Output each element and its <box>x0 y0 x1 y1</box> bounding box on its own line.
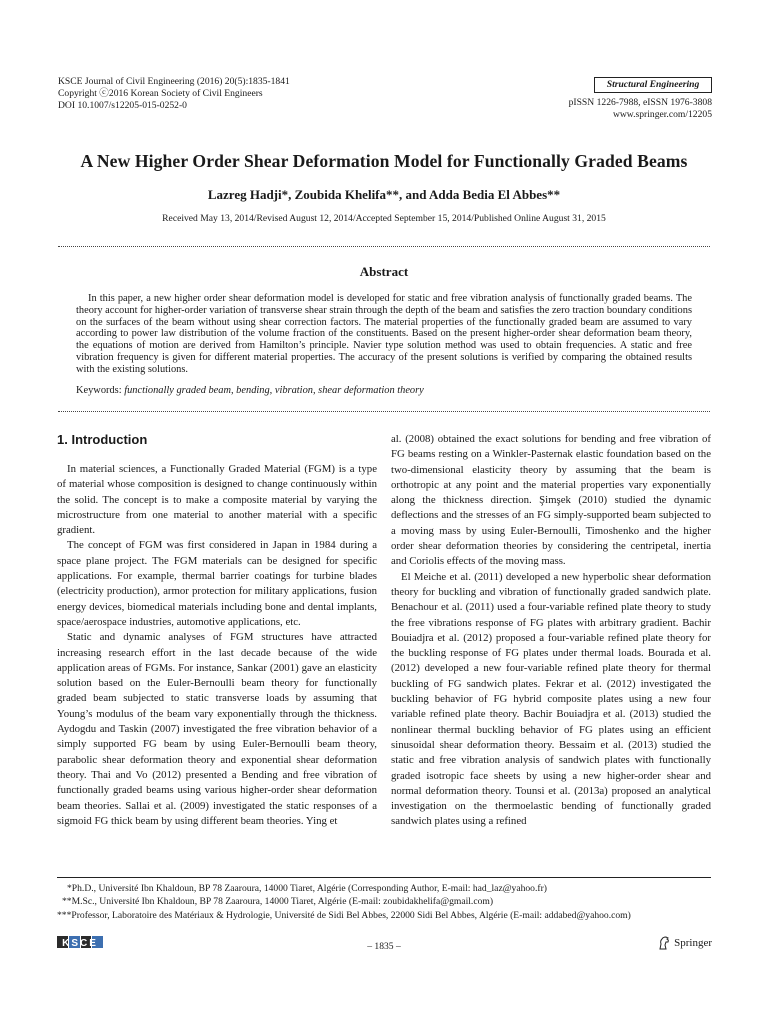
footnotes <box>57 882 711 922</box>
paper-authors: Lazreg Hadji*, Zoubida Khelifa**, and Adda Bedia El Abbes** <box>207 187 561 202</box>
paragraph: El Meiche et al. (2011) developed a new hyperbolic shear deformation theory for buckling and vibration of functionally graded sandwich plate. Benachour et al. (2011) used a four-variable refined plate theory to study the free vibrations response of FG plates with arbitrary gradient. Bachir Bouiadjra et al. (2012) proposed a four-variable refined plate theory for the buckling response of FG plates under thermal loads. Bourada et al. (2012) developed a new four-variable refined plate theory for thermal buckling of FG sandwich plates. Fekrar et al. (2012) investigated the buckling behavior of FG hybrid composite plates using a new four variable refined plate theory. Bachir Bouiadjra et al. (2013) studied the nonlinear thermal buckling behavior of FG plates using an efficient sinusoidal shear deformation theory. Bessaim et al. (2013) studied the static and free vibration analysis of sandwich plates with functionally graded isotropic face sheets by using a new higher-order shear and normal deformation theory. Tounsi et al. (2013a) proposed an analytical investigation on the thermoelastic bending of functionally graded sandwich plates using a refined <box>391 570 711 828</box>
page-number: – 1835 – <box>367 941 401 952</box>
paragraph: Static and dynamic analyses of FGM structures have attracted increasing research effort in the last decade because of the wide application areas of FGMs. For instance, Sankar (2001) gave an elasticity solution based on the Euler-Bernoulli beam theory for functionally graded beam subjected to static transverse loads by assuming that Young’s modulus of the beam vary exponentially through the thickness. Aydogdu and Taskin (2007) investigated the free vibration behavior of a simply supported FG beam by using Euler-Bernoulli beam theory, parabolic shear deformation theory and exponential shear deformation theory. Thai and Vo (2012) presented a Bending and free vibration of functionally graded beams using various higher-order shear deformation beam theories. Sallai et al. (2009) investigated the static responses of a sigmoid FG thick beam by using different beam theories. Ying et <box>57 631 377 827</box>
divider-bottom <box>58 411 710 412</box>
springer-wordmark: Springer <box>674 937 712 949</box>
body-column-left <box>57 462 377 829</box>
keywords-line <box>76 385 692 397</box>
abstract-heading: Abstract <box>359 264 409 279</box>
footnote-rule <box>57 877 711 878</box>
paragraph: al. (2008) obtained the exact solutions for bending and free vibration of FG beams resting on a Winkler-Pasternak elastic foundation based on the two-dimensional elasticity theory by assuming that the beam is orthotropic at any point and the material properties vary exponentially along the thickness direction. Şimşek (2010) studied the dynamic deflections and the stresses of an FG simply-supported beam subjected to a moving mass by using Euler-Bernoulli, Timoshenko and the higher order shear deformation theories by considering the centripetal, inertia and Coriolis effects of the moving mass. <box>391 433 711 568</box>
paragraph: In material sciences, a Functionally Graded Material (FGM) is a type of material whose composition is designed to change continuously within the solid. The concept is to make a composite material by varying the microstructure from one material to another material with a specific gradient. <box>57 463 377 537</box>
received-dates: Received May 13, 2014/Revised August 12, 2014/Accepted September 15, 2014/Published Online August 31, 2015 <box>162 213 606 224</box>
journal-header-right <box>569 77 712 121</box>
journal-citation: KSCE Journal of Civil Engineering (2016) 20(5):1835-1841 <box>58 76 290 87</box>
journal-header <box>58 76 290 112</box>
footnote-2: **M.Sc., Université Ibn Khaldoun, BP 78 Zaaroura, 14000 Tiaret, Algérie (E-mail: zoubidakhelifa@gmail.com) <box>62 896 494 908</box>
svg-text:KSCE: KSCE <box>62 938 98 949</box>
divider-top <box>58 246 710 247</box>
paragraph: The concept of FGM was first considered in Japan in 1984 during a space plane project. The FGM materials can be designed for specific applications. For example, thermal barrier coatings for turbine blades (electricity production), armor protection for military applications, fusion energy devices, biomedical materials including bone and dental implants, space/aerospace industries, automotive applications, etc. <box>57 539 377 628</box>
springer-horse-icon <box>657 936 671 950</box>
doi-line: DOI 10.1007/s12205-015-0252-0 <box>58 100 187 111</box>
copyright-line: Copyright ⓒ2016 Korean Society of Civil Engineers <box>58 88 263 99</box>
keywords-label: Keywords: <box>76 385 122 396</box>
abstract-text: In this paper, a new higher order shear deformation model is developed for static and free vibration analysis of functionally graded beams. The theory account for higher-order variation of transverse shear strain through the depth of the beam and satisfies the zero traction boundary conditions on the surfaces of the beam without using shear correction factors. The material properties of the functionally graded beam are assumed to vary according to power law distribution of the volume fraction of the constituents. Based on the present higher-order shear deformation beam theory, the equations of motion are derived from Hamilton’s principle. Navier type solution method was used to obtain frequencies. A static and free vibration frequency is given for different material properties. The accuracy of the present solutions is verified by comparing the obtained results with the existing solutions. <box>76 293 692 375</box>
issn-line: pISSN 1226-7988, eISSN 1976-3808 <box>568 97 712 108</box>
paper-title: A New Higher Order Shear Deformation Model for Functionally Graded Beams <box>80 151 688 171</box>
footnote-1: *Ph.D., Université Ibn Khaldoun, BP 78 Zaaroura, 14000 Tiaret, Algérie (Corresponding Author, E-mail: had_laz@yahoo.fr) <box>67 883 547 894</box>
keywords-list: functionally graded beam, bending, vibration, shear deformation theory <box>124 385 424 396</box>
section-label: Structural Engineering <box>594 77 712 93</box>
section-heading-introduction: 1. Introduction <box>57 432 148 447</box>
springer-logo <box>657 936 712 950</box>
body-column-right <box>391 432 711 830</box>
journal-url[interactable]: www.springer.com/12205 <box>612 109 712 120</box>
footnote-3: ***Professor, Laboratoire des Matériaux & Hydrologie, Université de Sidi Bel Abbes, 22000 Sidi Bel Abbes, Algérie (E-mail: addabed@yahoo.com) <box>57 909 631 921</box>
